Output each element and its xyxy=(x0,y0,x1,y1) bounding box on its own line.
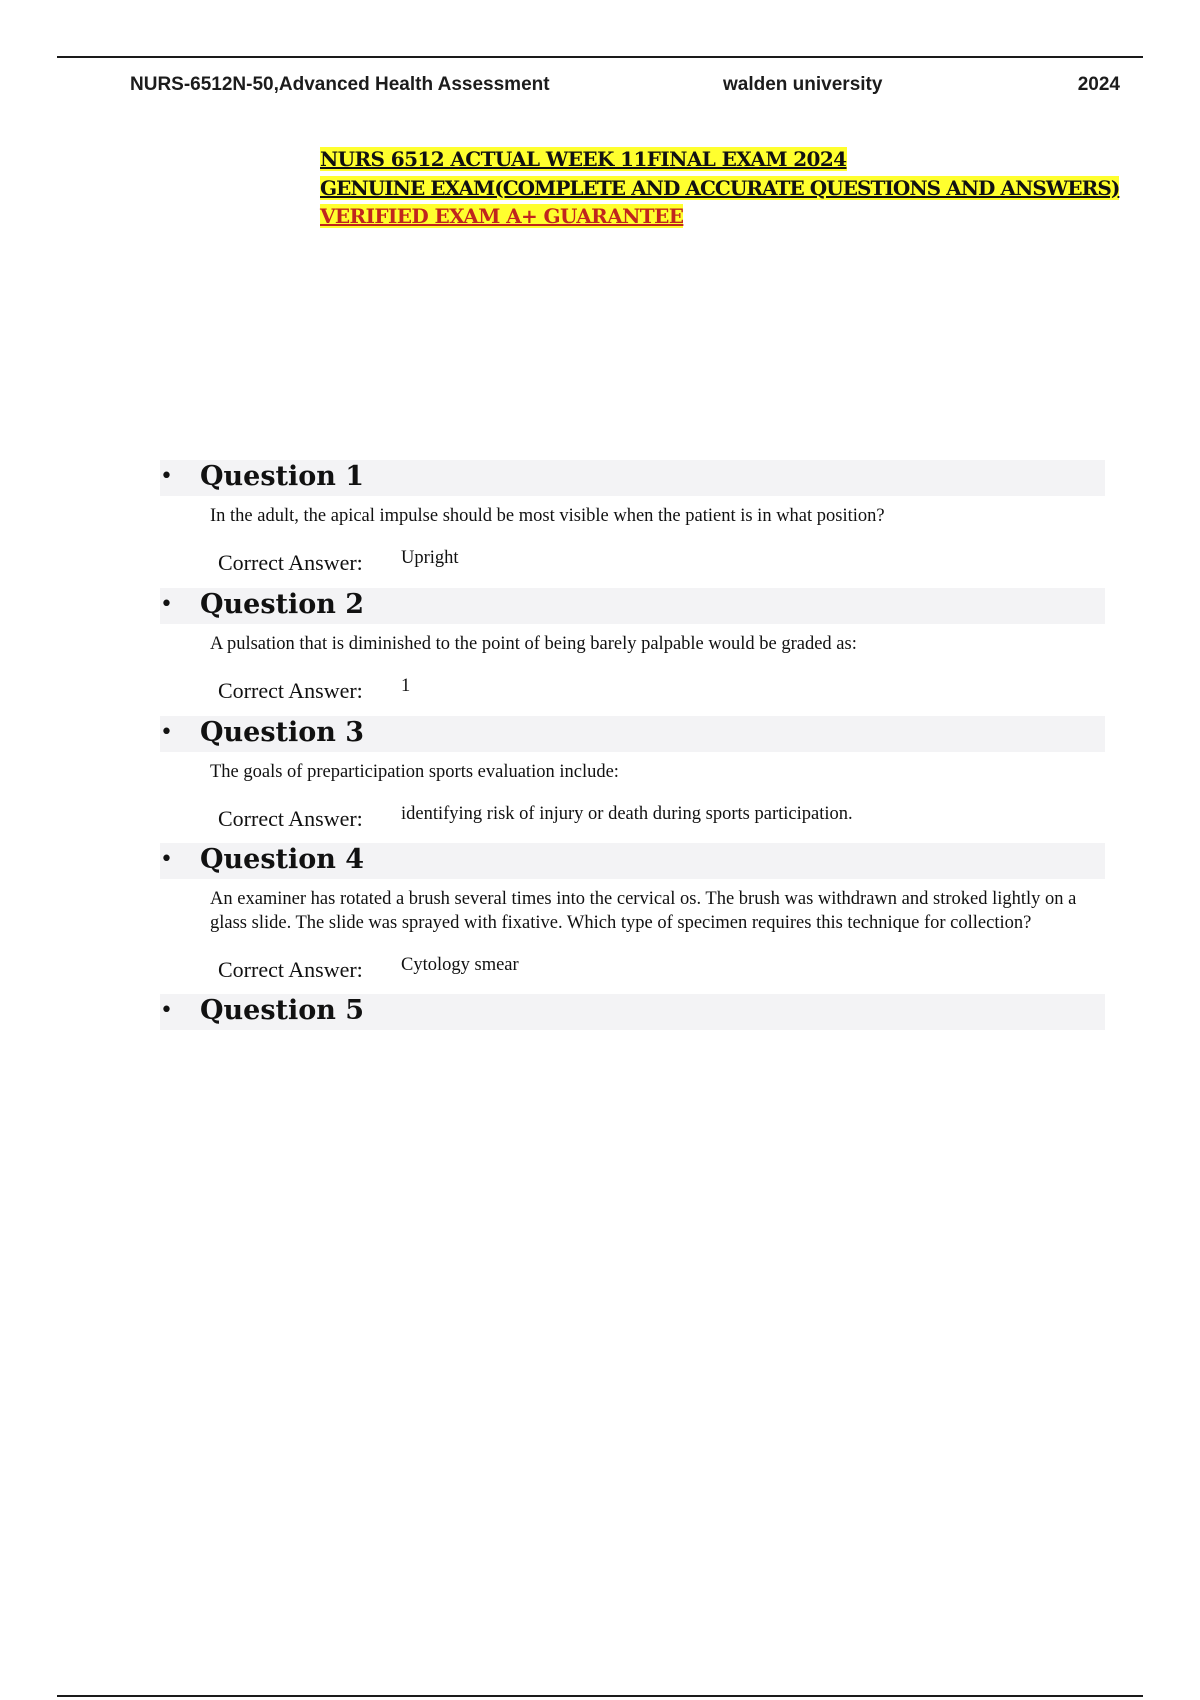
question-header xyxy=(160,994,1105,1030)
correct-answer-row xyxy=(218,674,1105,704)
correct-answer-row xyxy=(218,546,1105,576)
question-title: Question 5 xyxy=(200,995,365,1026)
question-text: In the adult, the apical impulse should be most visible when the patient is in what position? xyxy=(210,506,885,526)
correct-answer-label: Correct Answer: xyxy=(218,678,363,703)
correct-answer-value: Upright xyxy=(401,548,459,568)
correct-answer-value: identifying risk of injury or death during sports participation. xyxy=(401,804,853,824)
bullet-icon: • xyxy=(160,720,173,745)
header-university: walden university xyxy=(723,74,883,95)
exam-title-text-3: VERIFIED EXAM A+ GUARANTEE xyxy=(320,204,684,228)
question-item xyxy=(160,716,1105,832)
question-title: Question 3 xyxy=(200,717,365,748)
bullet-icon: • xyxy=(160,847,173,872)
question-list xyxy=(160,460,1105,1030)
question-item xyxy=(160,588,1105,704)
correct-answer-row xyxy=(218,953,1105,983)
header-year: 2024 xyxy=(1077,74,1120,95)
question-text: An examiner has rotated a brush several times into the cervical os. The brush was withdrawn and stroked lightly on a glass slide. The slide was sprayed with fixative. Which type of specimen requires this technique for collection? xyxy=(210,889,1077,933)
question-title: Question 1 xyxy=(200,461,365,492)
footer-rule xyxy=(57,1695,1143,1697)
question-header xyxy=(160,588,1105,624)
exam-title-text-1: NURS 6512 ACTUAL WEEK 11FINAL EXAM 2024 xyxy=(320,147,847,171)
header-course: NURS-6512N-50,Advanced Health Assessment xyxy=(130,74,550,95)
question-title: Question 4 xyxy=(200,844,365,875)
question-header xyxy=(160,460,1105,496)
correct-answer-label: Correct Answer: xyxy=(218,550,363,575)
question-item xyxy=(160,994,1105,1030)
exam-title-line-3 xyxy=(320,202,1140,231)
correct-answer-value: 1 xyxy=(401,676,411,696)
question-header xyxy=(160,843,1105,879)
question-header xyxy=(160,716,1105,752)
question-item xyxy=(160,460,1105,576)
exam-title-line-2 xyxy=(320,174,1140,203)
exam-title-line-1 xyxy=(320,145,1140,174)
header-rule xyxy=(57,56,1143,58)
correct-answer-row xyxy=(218,802,1105,832)
correct-answer-label: Correct Answer: xyxy=(218,957,363,982)
question-text: The goals of preparticipation sports evaluation include: xyxy=(210,762,619,782)
bullet-icon: • xyxy=(160,998,173,1023)
question-title: Question 2 xyxy=(200,589,365,620)
question-text: A pulsation that is diminished to the point of being barely palpable would be graded as: xyxy=(210,634,857,654)
page-header xyxy=(130,74,1120,100)
exam-title-text-2: GENUINE EXAM(COMPLETE AND ACCURATE QUESTIONS AND ANSWERS) xyxy=(320,175,1120,200)
correct-answer-value: Cytology smear xyxy=(401,955,519,975)
bullet-icon: • xyxy=(160,464,173,489)
correct-answer-label: Correct Answer: xyxy=(218,806,363,831)
exam-title-block xyxy=(320,145,1140,231)
question-item xyxy=(160,843,1105,983)
bullet-icon: • xyxy=(160,592,173,617)
